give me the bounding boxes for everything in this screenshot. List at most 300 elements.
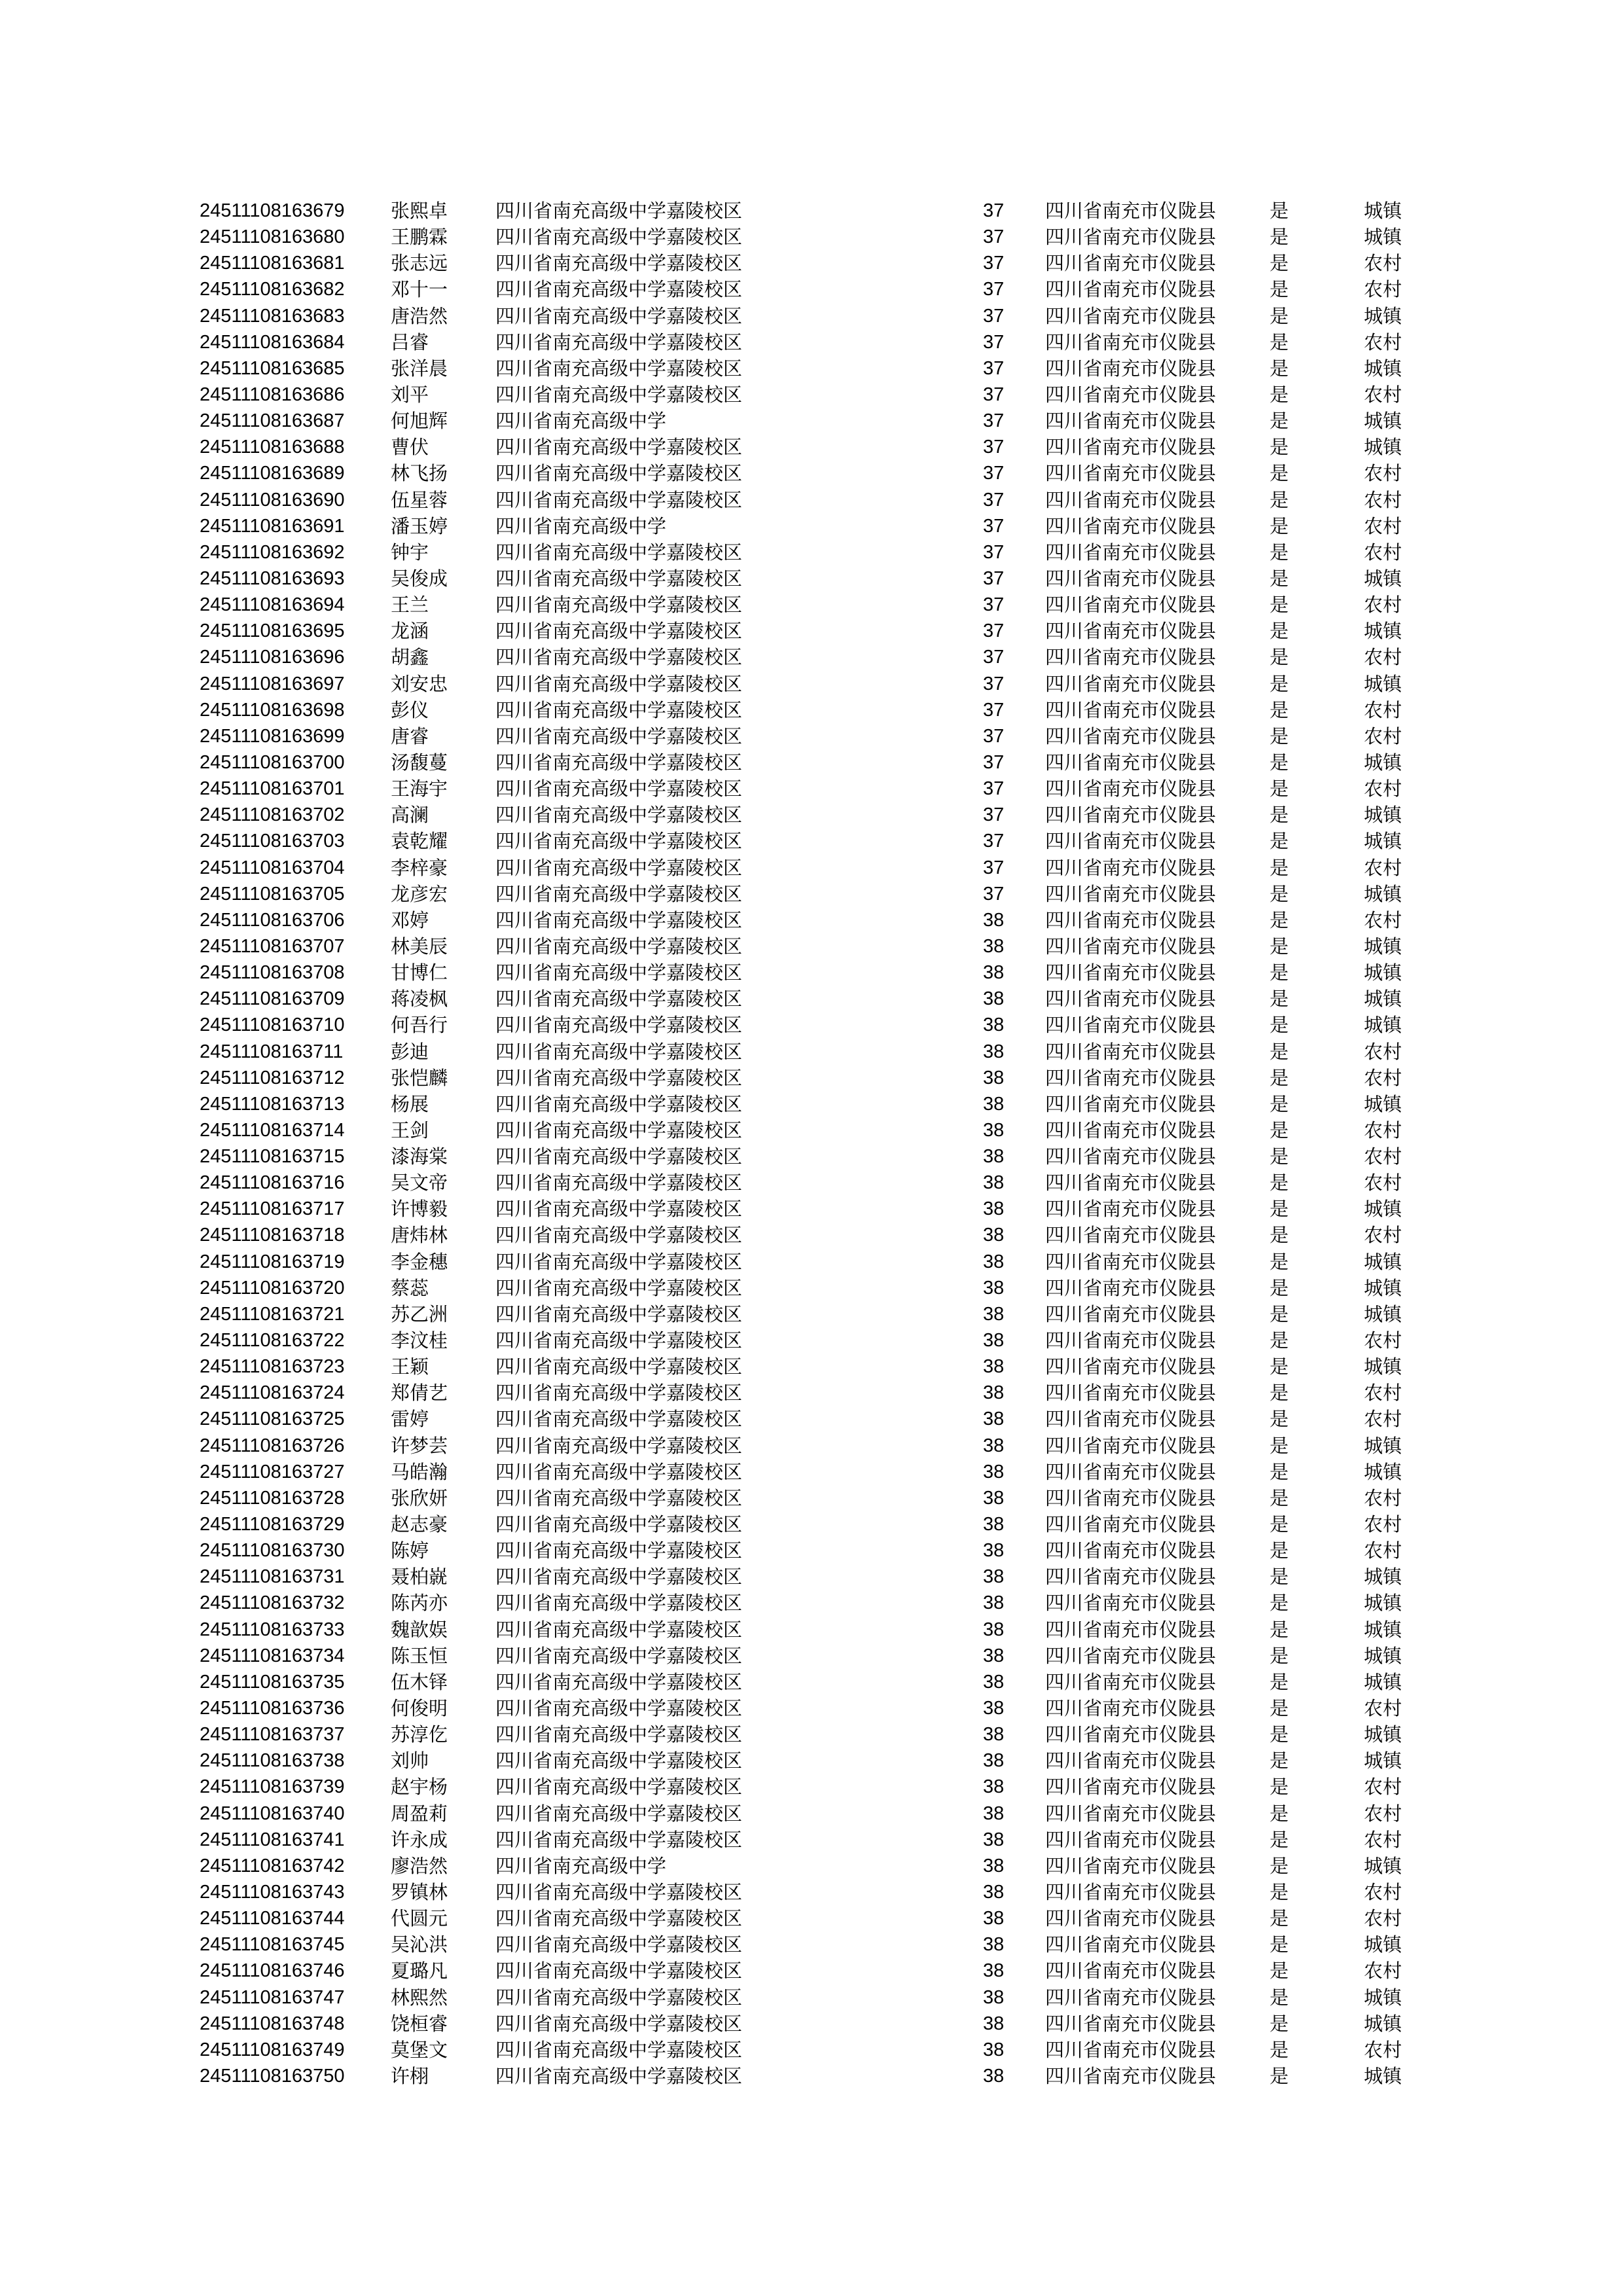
score-cell: 38 bbox=[983, 1619, 1005, 1640]
household-type-cell: 城镇 bbox=[1364, 804, 1402, 827]
household-type-cell: 农村 bbox=[1364, 252, 1402, 275]
exam-number-cell: 24511108163679 bbox=[200, 200, 345, 221]
school-name-cell: 四川省南充高级中学嘉陵校区 bbox=[495, 462, 743, 485]
region-cell: 四川省南充市仪陇县 bbox=[1045, 1486, 1217, 1509]
table-row bbox=[0, 2037, 1623, 2063]
score-cell: 38 bbox=[983, 1882, 1005, 1903]
student-name-cell: 刘帅 bbox=[391, 1749, 429, 1772]
region-cell: 四川省南充市仪陇县 bbox=[1045, 514, 1217, 537]
table-row bbox=[0, 933, 1623, 960]
score-cell: 37 bbox=[983, 778, 1005, 800]
region-cell: 四川省南充市仪陇县 bbox=[1045, 804, 1217, 827]
score-cell: 38 bbox=[983, 1750, 1005, 1772]
school-name-cell: 四川省南充高级中学嘉陵校区 bbox=[495, 1014, 743, 1037]
region-cell: 四川省南充市仪陇县 bbox=[1045, 1014, 1217, 1037]
household-type-cell: 城镇 bbox=[1364, 1749, 1402, 1772]
region-cell: 四川省南充市仪陇县 bbox=[1045, 1697, 1217, 1720]
eligibility-flag-cell: 是 bbox=[1270, 436, 1289, 459]
school-name-cell: 四川省南充高级中学嘉陵校区 bbox=[495, 961, 743, 984]
household-type-cell: 农村 bbox=[1364, 1513, 1402, 1536]
student-name-cell: 高澜 bbox=[391, 804, 429, 827]
school-name-cell: 四川省南充高级中学嘉陵校区 bbox=[495, 1119, 743, 1141]
school-name-cell: 四川省南充高级中学嘉陵校区 bbox=[495, 226, 743, 249]
student-name-cell: 李金穗 bbox=[391, 1250, 448, 1273]
table-row bbox=[0, 1984, 1623, 2011]
region-cell: 四川省南充市仪陇县 bbox=[1045, 1302, 1217, 1325]
household-type-cell: 城镇 bbox=[1364, 2012, 1402, 2035]
eligibility-flag-cell: 是 bbox=[1270, 331, 1289, 353]
region-cell: 四川省南充市仪陇县 bbox=[1045, 1960, 1217, 1982]
table-row bbox=[0, 1380, 1623, 1406]
region-cell: 四川省南充市仪陇县 bbox=[1045, 1250, 1217, 1273]
exam-number-cell: 24511108163733 bbox=[200, 1619, 345, 1640]
table-row bbox=[0, 329, 1623, 355]
household-type-cell: 农村 bbox=[1364, 725, 1402, 747]
region-cell: 四川省南充市仪陇县 bbox=[1045, 672, 1217, 695]
exam-number-cell: 24511108163739 bbox=[200, 1776, 345, 1798]
exam-number-cell: 24511108163702 bbox=[200, 804, 345, 826]
exam-number-cell: 24511108163732 bbox=[200, 1592, 345, 1614]
school-name-cell: 四川省南充高级中学嘉陵校区 bbox=[495, 357, 743, 380]
student-name-cell: 伍星蓉 bbox=[391, 488, 448, 511]
exam-number-cell: 24511108163750 bbox=[200, 2065, 345, 2087]
region-cell: 四川省南充市仪陇县 bbox=[1045, 488, 1217, 511]
region-cell: 四川省南充市仪陇县 bbox=[1045, 908, 1217, 931]
eligibility-flag-cell: 是 bbox=[1270, 252, 1289, 275]
household-type-cell: 农村 bbox=[1364, 1697, 1402, 1720]
household-type-cell: 农村 bbox=[1364, 1802, 1402, 1825]
table-row bbox=[0, 408, 1623, 434]
eligibility-flag-cell: 是 bbox=[1270, 488, 1289, 511]
table-row bbox=[0, 382, 1623, 408]
household-type-cell: 农村 bbox=[1364, 488, 1402, 511]
eligibility-flag-cell: 是 bbox=[1270, 1986, 1289, 2009]
score-cell: 38 bbox=[983, 1172, 1005, 1194]
household-type-cell: 城镇 bbox=[1364, 1644, 1402, 1667]
eligibility-flag-cell: 是 bbox=[1270, 1776, 1289, 1799]
eligibility-flag-cell: 是 bbox=[1270, 1092, 1289, 1115]
score-cell: 38 bbox=[983, 1960, 1005, 1982]
region-cell: 四川省南充市仪陇县 bbox=[1045, 1566, 1217, 1588]
table-row bbox=[0, 460, 1623, 486]
school-name-cell: 四川省南充高级中学嘉陵校区 bbox=[495, 1513, 743, 1536]
table-row bbox=[0, 1931, 1623, 1958]
table-row bbox=[0, 1170, 1623, 1196]
school-name-cell: 四川省南充高级中学嘉陵校区 bbox=[495, 1145, 743, 1168]
table-row bbox=[0, 1485, 1623, 1511]
school-name-cell: 四川省南充高级中学嘉陵校区 bbox=[495, 1986, 743, 2009]
score-cell: 37 bbox=[983, 804, 1005, 826]
score-cell: 38 bbox=[983, 1382, 1005, 1404]
exam-number-cell: 24511108163718 bbox=[200, 1225, 345, 1246]
school-name-cell: 四川省南充高级中学嘉陵校区 bbox=[495, 1408, 743, 1431]
school-name-cell: 四川省南充高级中学嘉陵校区 bbox=[495, 1066, 743, 1089]
score-cell: 38 bbox=[983, 1435, 1005, 1456]
household-type-cell: 农村 bbox=[1364, 1486, 1402, 1509]
school-name-cell: 四川省南充高级中学嘉陵校区 bbox=[495, 1776, 743, 1799]
student-name-cell: 蒋凌枫 bbox=[391, 988, 448, 1011]
school-name-cell: 四川省南充高级中学嘉陵校区 bbox=[495, 1697, 743, 1720]
student-name-cell: 钟宇 bbox=[391, 541, 429, 564]
student-name-cell: 聂柏㠇 bbox=[391, 1566, 448, 1588]
household-type-cell: 农村 bbox=[1364, 908, 1402, 931]
table-row bbox=[0, 539, 1623, 565]
student-name-cell: 代圆元 bbox=[391, 1907, 448, 1930]
exam-number-cell: 24511108163692 bbox=[200, 541, 345, 563]
score-cell: 38 bbox=[983, 1330, 1005, 1352]
eligibility-flag-cell: 是 bbox=[1270, 620, 1289, 643]
table-row bbox=[0, 907, 1623, 933]
eligibility-flag-cell: 是 bbox=[1270, 1460, 1289, 1483]
score-cell: 38 bbox=[983, 1225, 1005, 1246]
region-cell: 四川省南充市仪陇县 bbox=[1045, 1670, 1217, 1693]
household-type-cell: 农村 bbox=[1364, 462, 1402, 485]
table-row bbox=[0, 671, 1623, 697]
student-name-cell: 蔡蕊 bbox=[391, 1276, 429, 1299]
score-cell: 38 bbox=[983, 1067, 1005, 1088]
table-row bbox=[0, 303, 1623, 329]
score-cell: 37 bbox=[983, 541, 1005, 563]
household-type-cell: 城镇 bbox=[1364, 1250, 1402, 1273]
eligibility-flag-cell: 是 bbox=[1270, 1592, 1289, 1615]
household-type-cell: 城镇 bbox=[1364, 2064, 1402, 2087]
eligibility-flag-cell: 是 bbox=[1270, 1198, 1289, 1221]
table-row bbox=[0, 224, 1623, 250]
school-name-cell: 四川省南充高级中学嘉陵校区 bbox=[495, 725, 743, 747]
region-cell: 四川省南充市仪陇县 bbox=[1045, 2038, 1217, 2061]
score-cell: 37 bbox=[983, 437, 1005, 458]
region-cell: 四川省南充市仪陇县 bbox=[1045, 1040, 1217, 1063]
table-row bbox=[0, 250, 1623, 276]
region-cell: 四川省南充市仪陇县 bbox=[1045, 856, 1217, 879]
student-name-cell: 何旭辉 bbox=[391, 410, 448, 433]
score-cell: 38 bbox=[983, 1724, 1005, 1746]
exam-number-cell: 24511108163688 bbox=[200, 437, 345, 458]
exam-number-cell: 24511108163741 bbox=[200, 1829, 345, 1850]
school-name-cell: 四川省南充高级中学嘉陵校区 bbox=[495, 1460, 743, 1483]
region-cell: 四川省南充市仪陇县 bbox=[1045, 961, 1217, 984]
score-cell: 37 bbox=[983, 647, 1005, 668]
eligibility-flag-cell: 是 bbox=[1270, 1960, 1289, 1982]
eligibility-flag-cell: 是 bbox=[1270, 1513, 1289, 1536]
score-cell: 38 bbox=[983, 2065, 1005, 2087]
exam-number-cell: 24511108163745 bbox=[200, 1934, 345, 1956]
exam-number-cell: 24511108163748 bbox=[200, 2013, 345, 2034]
household-type-cell: 农村 bbox=[1364, 1066, 1402, 1089]
exam-number-cell: 24511108163705 bbox=[200, 883, 345, 905]
school-name-cell: 四川省南充高级中学嘉陵校区 bbox=[495, 1933, 743, 1956]
table-row bbox=[0, 1564, 1623, 1590]
exam-number-cell: 24511108163727 bbox=[200, 1461, 345, 1482]
exam-number-cell: 24511108163744 bbox=[200, 1908, 345, 1929]
score-cell: 37 bbox=[983, 620, 1005, 642]
score-cell: 38 bbox=[983, 909, 1005, 931]
eligibility-flag-cell: 是 bbox=[1270, 462, 1289, 485]
table-row bbox=[0, 1327, 1623, 1354]
school-name-cell: 四川省南充高级中学嘉陵校区 bbox=[495, 1802, 743, 1825]
household-type-cell: 农村 bbox=[1364, 1224, 1402, 1247]
roster-table bbox=[0, 198, 1623, 2089]
student-name-cell: 胡鑫 bbox=[391, 646, 429, 669]
student-name-cell: 张欣妍 bbox=[391, 1486, 448, 1509]
student-name-cell: 王剑 bbox=[391, 1119, 429, 1141]
score-cell: 38 bbox=[983, 962, 1005, 984]
school-name-cell: 四川省南充高级中学嘉陵校区 bbox=[495, 1618, 743, 1641]
score-cell: 38 bbox=[983, 1093, 1005, 1115]
student-name-cell: 张恺麟 bbox=[391, 1066, 448, 1089]
eligibility-flag-cell: 是 bbox=[1270, 804, 1289, 827]
eligibility-flag-cell: 是 bbox=[1270, 961, 1289, 984]
region-cell: 四川省南充市仪陇县 bbox=[1045, 988, 1217, 1011]
household-type-cell: 农村 bbox=[1364, 646, 1402, 669]
region-cell: 四川省南充市仪陇县 bbox=[1045, 1933, 1217, 1956]
eligibility-flag-cell: 是 bbox=[1270, 541, 1289, 564]
school-name-cell: 四川省南充高级中学嘉陵校区 bbox=[495, 594, 743, 617]
score-cell: 38 bbox=[983, 1014, 1005, 1036]
exam-number-cell: 24511108163723 bbox=[200, 1356, 345, 1378]
school-name-cell: 四川省南充高级中学嘉陵校区 bbox=[495, 1382, 743, 1405]
exam-number-cell: 24511108163721 bbox=[200, 1303, 345, 1325]
score-cell: 37 bbox=[983, 673, 1005, 694]
school-name-cell: 四川省南充高级中学嘉陵校区 bbox=[495, 1276, 743, 1299]
household-type-cell: 城镇 bbox=[1364, 672, 1402, 695]
eligibility-flag-cell: 是 bbox=[1270, 278, 1289, 301]
exam-number-cell: 24511108163685 bbox=[200, 357, 345, 379]
household-type-cell: 城镇 bbox=[1364, 1092, 1402, 1115]
region-cell: 四川省南充市仪陇县 bbox=[1045, 1539, 1217, 1562]
exam-number-cell: 24511108163713 bbox=[200, 1093, 345, 1115]
eligibility-flag-cell: 是 bbox=[1270, 357, 1289, 380]
exam-number-cell: 24511108163740 bbox=[200, 1803, 345, 1824]
region-cell: 四川省南充市仪陇县 bbox=[1045, 1276, 1217, 1299]
household-type-cell: 农村 bbox=[1364, 1145, 1402, 1168]
student-name-cell: 彭仪 bbox=[391, 698, 429, 721]
student-name-cell: 林飞扬 bbox=[391, 462, 448, 485]
eligibility-flag-cell: 是 bbox=[1270, 594, 1289, 617]
student-name-cell: 唐炜林 bbox=[391, 1224, 448, 1247]
score-cell: 38 bbox=[983, 2039, 1005, 2060]
household-type-cell: 城镇 bbox=[1364, 567, 1402, 590]
school-name-cell: 四川省南充高级中学嘉陵校区 bbox=[495, 882, 743, 905]
school-name-cell: 四川省南充高级中学嘉陵校区 bbox=[495, 1172, 743, 1194]
eligibility-flag-cell: 是 bbox=[1270, 567, 1289, 590]
region-cell: 四川省南充市仪陇县 bbox=[1045, 331, 1217, 353]
table-row bbox=[0, 1669, 1623, 1695]
eligibility-flag-cell: 是 bbox=[1270, 1881, 1289, 1903]
table-row bbox=[0, 802, 1623, 828]
household-type-cell: 城镇 bbox=[1364, 961, 1402, 984]
eligibility-flag-cell: 是 bbox=[1270, 1276, 1289, 1299]
exam-number-cell: 24511108163683 bbox=[200, 305, 345, 327]
eligibility-flag-cell: 是 bbox=[1270, 1224, 1289, 1247]
household-type-cell: 城镇 bbox=[1364, 1933, 1402, 1956]
exam-number-cell: 24511108163712 bbox=[200, 1067, 345, 1088]
household-type-cell: 农村 bbox=[1364, 1539, 1402, 1562]
student-name-cell: 许永成 bbox=[391, 1828, 448, 1851]
household-type-cell: 城镇 bbox=[1364, 304, 1402, 327]
student-name-cell: 马皓瀚 bbox=[391, 1460, 448, 1483]
household-type-cell: 城镇 bbox=[1364, 1566, 1402, 1588]
eligibility-flag-cell: 是 bbox=[1270, 1618, 1289, 1641]
household-type-cell: 城镇 bbox=[1364, 1460, 1402, 1483]
exam-number-cell: 24511108163720 bbox=[200, 1277, 345, 1299]
eligibility-flag-cell: 是 bbox=[1270, 1408, 1289, 1431]
exam-number-cell: 24511108163714 bbox=[200, 1119, 345, 1141]
table-row bbox=[0, 355, 1623, 382]
student-name-cell: 邓婷 bbox=[391, 908, 429, 931]
eligibility-flag-cell: 是 bbox=[1270, 1014, 1289, 1037]
exam-number-cell: 24511108163703 bbox=[200, 831, 345, 852]
score-cell: 38 bbox=[983, 1540, 1005, 1562]
school-name-cell: 四川省南充高级中学嘉陵校区 bbox=[495, 1723, 743, 1746]
household-type-cell: 农村 bbox=[1364, 383, 1402, 406]
region-cell: 四川省南充市仪陇县 bbox=[1045, 1828, 1217, 1851]
exam-number-cell: 24511108163690 bbox=[200, 489, 345, 511]
school-name-cell: 四川省南充高级中学嘉陵校区 bbox=[495, 1486, 743, 1509]
score-cell: 37 bbox=[983, 200, 1005, 221]
student-name-cell: 许栩 bbox=[391, 2064, 429, 2087]
score-cell: 38 bbox=[983, 1198, 1005, 1220]
student-name-cell: 苏乙洲 bbox=[391, 1302, 448, 1325]
school-name-cell: 四川省南充高级中学嘉陵校区 bbox=[495, 567, 743, 590]
exam-number-cell: 24511108163684 bbox=[200, 331, 345, 353]
student-name-cell: 陈婷 bbox=[391, 1539, 429, 1562]
eligibility-flag-cell: 是 bbox=[1270, 856, 1289, 879]
exam-number-cell: 24511108163726 bbox=[200, 1435, 345, 1456]
exam-number-cell: 24511108163704 bbox=[200, 857, 345, 878]
region-cell: 四川省南充市仪陇县 bbox=[1045, 1066, 1217, 1089]
school-name-cell: 四川省南充高级中学嘉陵校区 bbox=[495, 1960, 743, 1982]
household-type-cell: 农村 bbox=[1364, 541, 1402, 564]
exam-number-cell: 24511108163717 bbox=[200, 1198, 345, 1220]
household-type-cell: 农村 bbox=[1364, 698, 1402, 721]
student-name-cell: 汤馥蔓 bbox=[391, 751, 448, 774]
region-cell: 四川省南充市仪陇县 bbox=[1045, 1776, 1217, 1799]
student-name-cell: 赵志豪 bbox=[391, 1513, 448, 1536]
score-cell: 37 bbox=[983, 594, 1005, 616]
student-name-cell: 雷婷 bbox=[391, 1408, 429, 1431]
school-name-cell: 四川省南充高级中学嘉陵校区 bbox=[495, 304, 743, 327]
student-name-cell: 伍木铎 bbox=[391, 1670, 448, 1693]
school-name-cell: 四川省南充高级中学嘉陵校区 bbox=[495, 541, 743, 564]
region-cell: 四川省南充市仪陇县 bbox=[1045, 1723, 1217, 1746]
region-cell: 四川省南充市仪陇县 bbox=[1045, 462, 1217, 485]
table-row bbox=[0, 1117, 1623, 1143]
eligibility-flag-cell: 是 bbox=[1270, 908, 1289, 931]
table-row bbox=[0, 1354, 1623, 1380]
school-name-cell: 四川省南充高级中学嘉陵校区 bbox=[495, 1881, 743, 1903]
score-cell: 38 bbox=[983, 2013, 1005, 2034]
student-name-cell: 杨展 bbox=[391, 1092, 429, 1115]
score-cell: 37 bbox=[983, 253, 1005, 274]
exam-number-cell: 24511108163682 bbox=[200, 279, 345, 300]
student-name-cell: 林熙然 bbox=[391, 1986, 448, 2009]
region-cell: 四川省南充市仪陇县 bbox=[1045, 1802, 1217, 1825]
household-type-cell: 城镇 bbox=[1364, 1854, 1402, 1877]
school-name-cell: 四川省南充高级中学嘉陵校区 bbox=[495, 1250, 743, 1273]
region-cell: 四川省南充市仪陇县 bbox=[1045, 1172, 1217, 1194]
school-name-cell: 四川省南充高级中学嘉陵校区 bbox=[495, 436, 743, 459]
household-type-cell: 城镇 bbox=[1364, 200, 1402, 222]
exam-number-cell: 24511108163749 bbox=[200, 2039, 345, 2060]
eligibility-flag-cell: 是 bbox=[1270, 1670, 1289, 1693]
region-cell: 四川省南充市仪陇县 bbox=[1045, 1513, 1217, 1536]
table-row bbox=[0, 1801, 1623, 1827]
eligibility-flag-cell: 是 bbox=[1270, 1539, 1289, 1562]
exam-number-cell: 24511108163694 bbox=[200, 594, 345, 616]
eligibility-flag-cell: 是 bbox=[1270, 1250, 1289, 1273]
score-cell: 37 bbox=[983, 489, 1005, 511]
region-cell: 四川省南充市仪陇县 bbox=[1045, 1355, 1217, 1378]
household-type-cell: 农村 bbox=[1364, 514, 1402, 537]
region-cell: 四川省南充市仪陇县 bbox=[1045, 1907, 1217, 1930]
table-row bbox=[0, 1958, 1623, 1984]
school-name-cell: 四川省南充高级中学嘉陵校区 bbox=[495, 1355, 743, 1378]
school-name-cell: 四川省南充高级中学嘉陵校区 bbox=[495, 1828, 743, 1851]
eligibility-flag-cell: 是 bbox=[1270, 1644, 1289, 1667]
student-name-cell: 何吾行 bbox=[391, 1014, 448, 1037]
school-name-cell: 四川省南充高级中学嘉陵校区 bbox=[495, 1749, 743, 1772]
eligibility-flag-cell: 是 bbox=[1270, 1697, 1289, 1720]
school-name-cell: 四川省南充高级中学嘉陵校区 bbox=[495, 1302, 743, 1325]
student-name-cell: 龙涵 bbox=[391, 620, 429, 643]
score-cell: 37 bbox=[983, 305, 1005, 327]
table-row bbox=[0, 1590, 1623, 1616]
school-name-cell: 四川省南充高级中学嘉陵校区 bbox=[495, 1329, 743, 1352]
region-cell: 四川省南充市仪陇县 bbox=[1045, 2064, 1217, 2087]
eligibility-flag-cell: 是 bbox=[1270, 1040, 1289, 1063]
table-row bbox=[0, 986, 1623, 1012]
student-name-cell: 罗镇林 bbox=[391, 1881, 448, 1903]
eligibility-flag-cell: 是 bbox=[1270, 830, 1289, 853]
score-cell: 38 bbox=[983, 1566, 1005, 1588]
exam-number-cell: 24511108163746 bbox=[200, 1960, 345, 1982]
score-cell: 37 bbox=[983, 725, 1005, 747]
table-row bbox=[0, 1827, 1623, 1853]
table-row bbox=[0, 1433, 1623, 1459]
region-cell: 四川省南充市仪陇县 bbox=[1045, 541, 1217, 564]
score-cell: 37 bbox=[983, 410, 1005, 432]
region-cell: 四川省南充市仪陇县 bbox=[1045, 567, 1217, 590]
region-cell: 四川省南充市仪陇县 bbox=[1045, 226, 1217, 249]
eligibility-flag-cell: 是 bbox=[1270, 646, 1289, 669]
table-row bbox=[0, 434, 1623, 460]
student-name-cell: 王海宇 bbox=[391, 778, 448, 800]
exam-number-cell: 24511108163722 bbox=[200, 1330, 345, 1352]
exam-number-cell: 24511108163729 bbox=[200, 1514, 345, 1535]
household-type-cell: 城镇 bbox=[1364, 882, 1402, 905]
exam-number-cell: 24511108163735 bbox=[200, 1671, 345, 1693]
region-cell: 四川省南充市仪陇县 bbox=[1045, 830, 1217, 853]
student-name-cell: 吕睿 bbox=[391, 331, 429, 353]
household-type-cell: 城镇 bbox=[1364, 410, 1402, 433]
school-name-cell: 四川省南充高级中学嘉陵校区 bbox=[495, 1092, 743, 1115]
school-name-cell: 四川省南充高级中学嘉陵校区 bbox=[495, 1670, 743, 1693]
score-cell: 38 bbox=[983, 1855, 1005, 1876]
region-cell: 四川省南充市仪陇县 bbox=[1045, 1382, 1217, 1405]
region-cell: 四川省南充市仪陇县 bbox=[1045, 1224, 1217, 1247]
school-name-cell: 四川省南充高级中学嘉陵校区 bbox=[495, 1224, 743, 1247]
student-name-cell: 许博毅 bbox=[391, 1198, 448, 1221]
eligibility-flag-cell: 是 bbox=[1270, 1355, 1289, 1378]
student-name-cell: 曹伏 bbox=[391, 436, 429, 459]
table-row bbox=[0, 1853, 1623, 1879]
household-type-cell: 城镇 bbox=[1364, 1670, 1402, 1693]
score-cell: 38 bbox=[983, 1303, 1005, 1325]
student-name-cell: 袁乾耀 bbox=[391, 830, 448, 853]
household-type-cell: 城镇 bbox=[1364, 226, 1402, 249]
table-row bbox=[0, 1249, 1623, 1275]
